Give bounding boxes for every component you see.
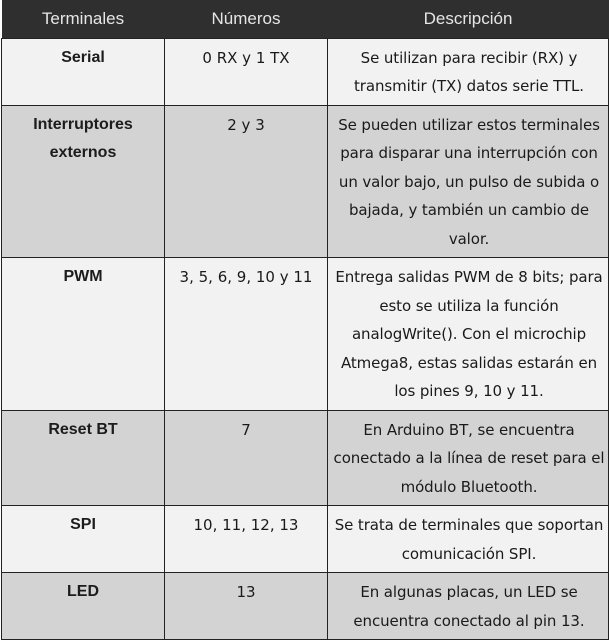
table-row-interruptores <box>2 105 609 258</box>
header-numeros: Números <box>211 8 281 28</box>
table-header <box>2 0 609 38</box>
table-row-reset-bt <box>2 410 609 506</box>
numeros-cell: 3, 5, 6, 9, 10 y 11 <box>165 258 328 411</box>
descripcion-cell: En Arduino BT, se encuentra conectado a la línea de reset para el módulo Bluetooth. <box>328 410 609 506</box>
descripcion-cell: Se utilizan para recibir (RX) y transmitir (TX) datos serie TTL. <box>328 38 609 105</box>
numeros-cell: 13 <box>165 573 328 640</box>
terminal-cell: LED <box>2 573 165 640</box>
numeros-cell: 0 RX y 1 TX <box>165 38 328 105</box>
numeros-cell: 7 <box>165 410 328 506</box>
numeros-cell: 10, 11, 12, 13 <box>165 506 328 573</box>
descripcion-cell: Se pueden utilizar estos terminales para disparar una interrupción con un valor bajo, un pulso de subida o bajada, y también un cambio de valor. <box>328 105 609 258</box>
table-row-serial <box>2 38 609 105</box>
pin-table-container <box>1 0 608 640</box>
terminal-cell: PWM <box>2 258 165 411</box>
table-row-pwm <box>2 258 609 411</box>
terminal-cell: Interruptores externos <box>2 105 165 258</box>
table-row-led <box>2 573 609 640</box>
terminal-cell: SPI <box>2 506 165 573</box>
pin-table <box>1 0 609 640</box>
descripcion-cell: Se trata de terminales que soportan comunicación SPI. <box>328 506 609 573</box>
header-descripcion: Descripción <box>423 8 513 28</box>
terminal-cell: Serial <box>2 38 165 105</box>
table-row-spi <box>2 506 609 573</box>
descripcion-cell: Entrega salidas PWM de 8 bits; para esto se utiliza la función analogWrite(). Con el microchip Atmega8, estas salidas estarán en los pines 9, 10 y 11. <box>328 258 609 411</box>
numeros-cell: 2 y 3 <box>165 105 328 258</box>
table-body <box>2 38 609 640</box>
header-row <box>2 0 609 38</box>
header-terminales: Terminales <box>41 8 125 28</box>
terminal-cell: Reset BT <box>2 410 165 506</box>
descripcion-cell: En algunas placas, un LED se encuentra conectado al pin 13. <box>328 573 609 640</box>
